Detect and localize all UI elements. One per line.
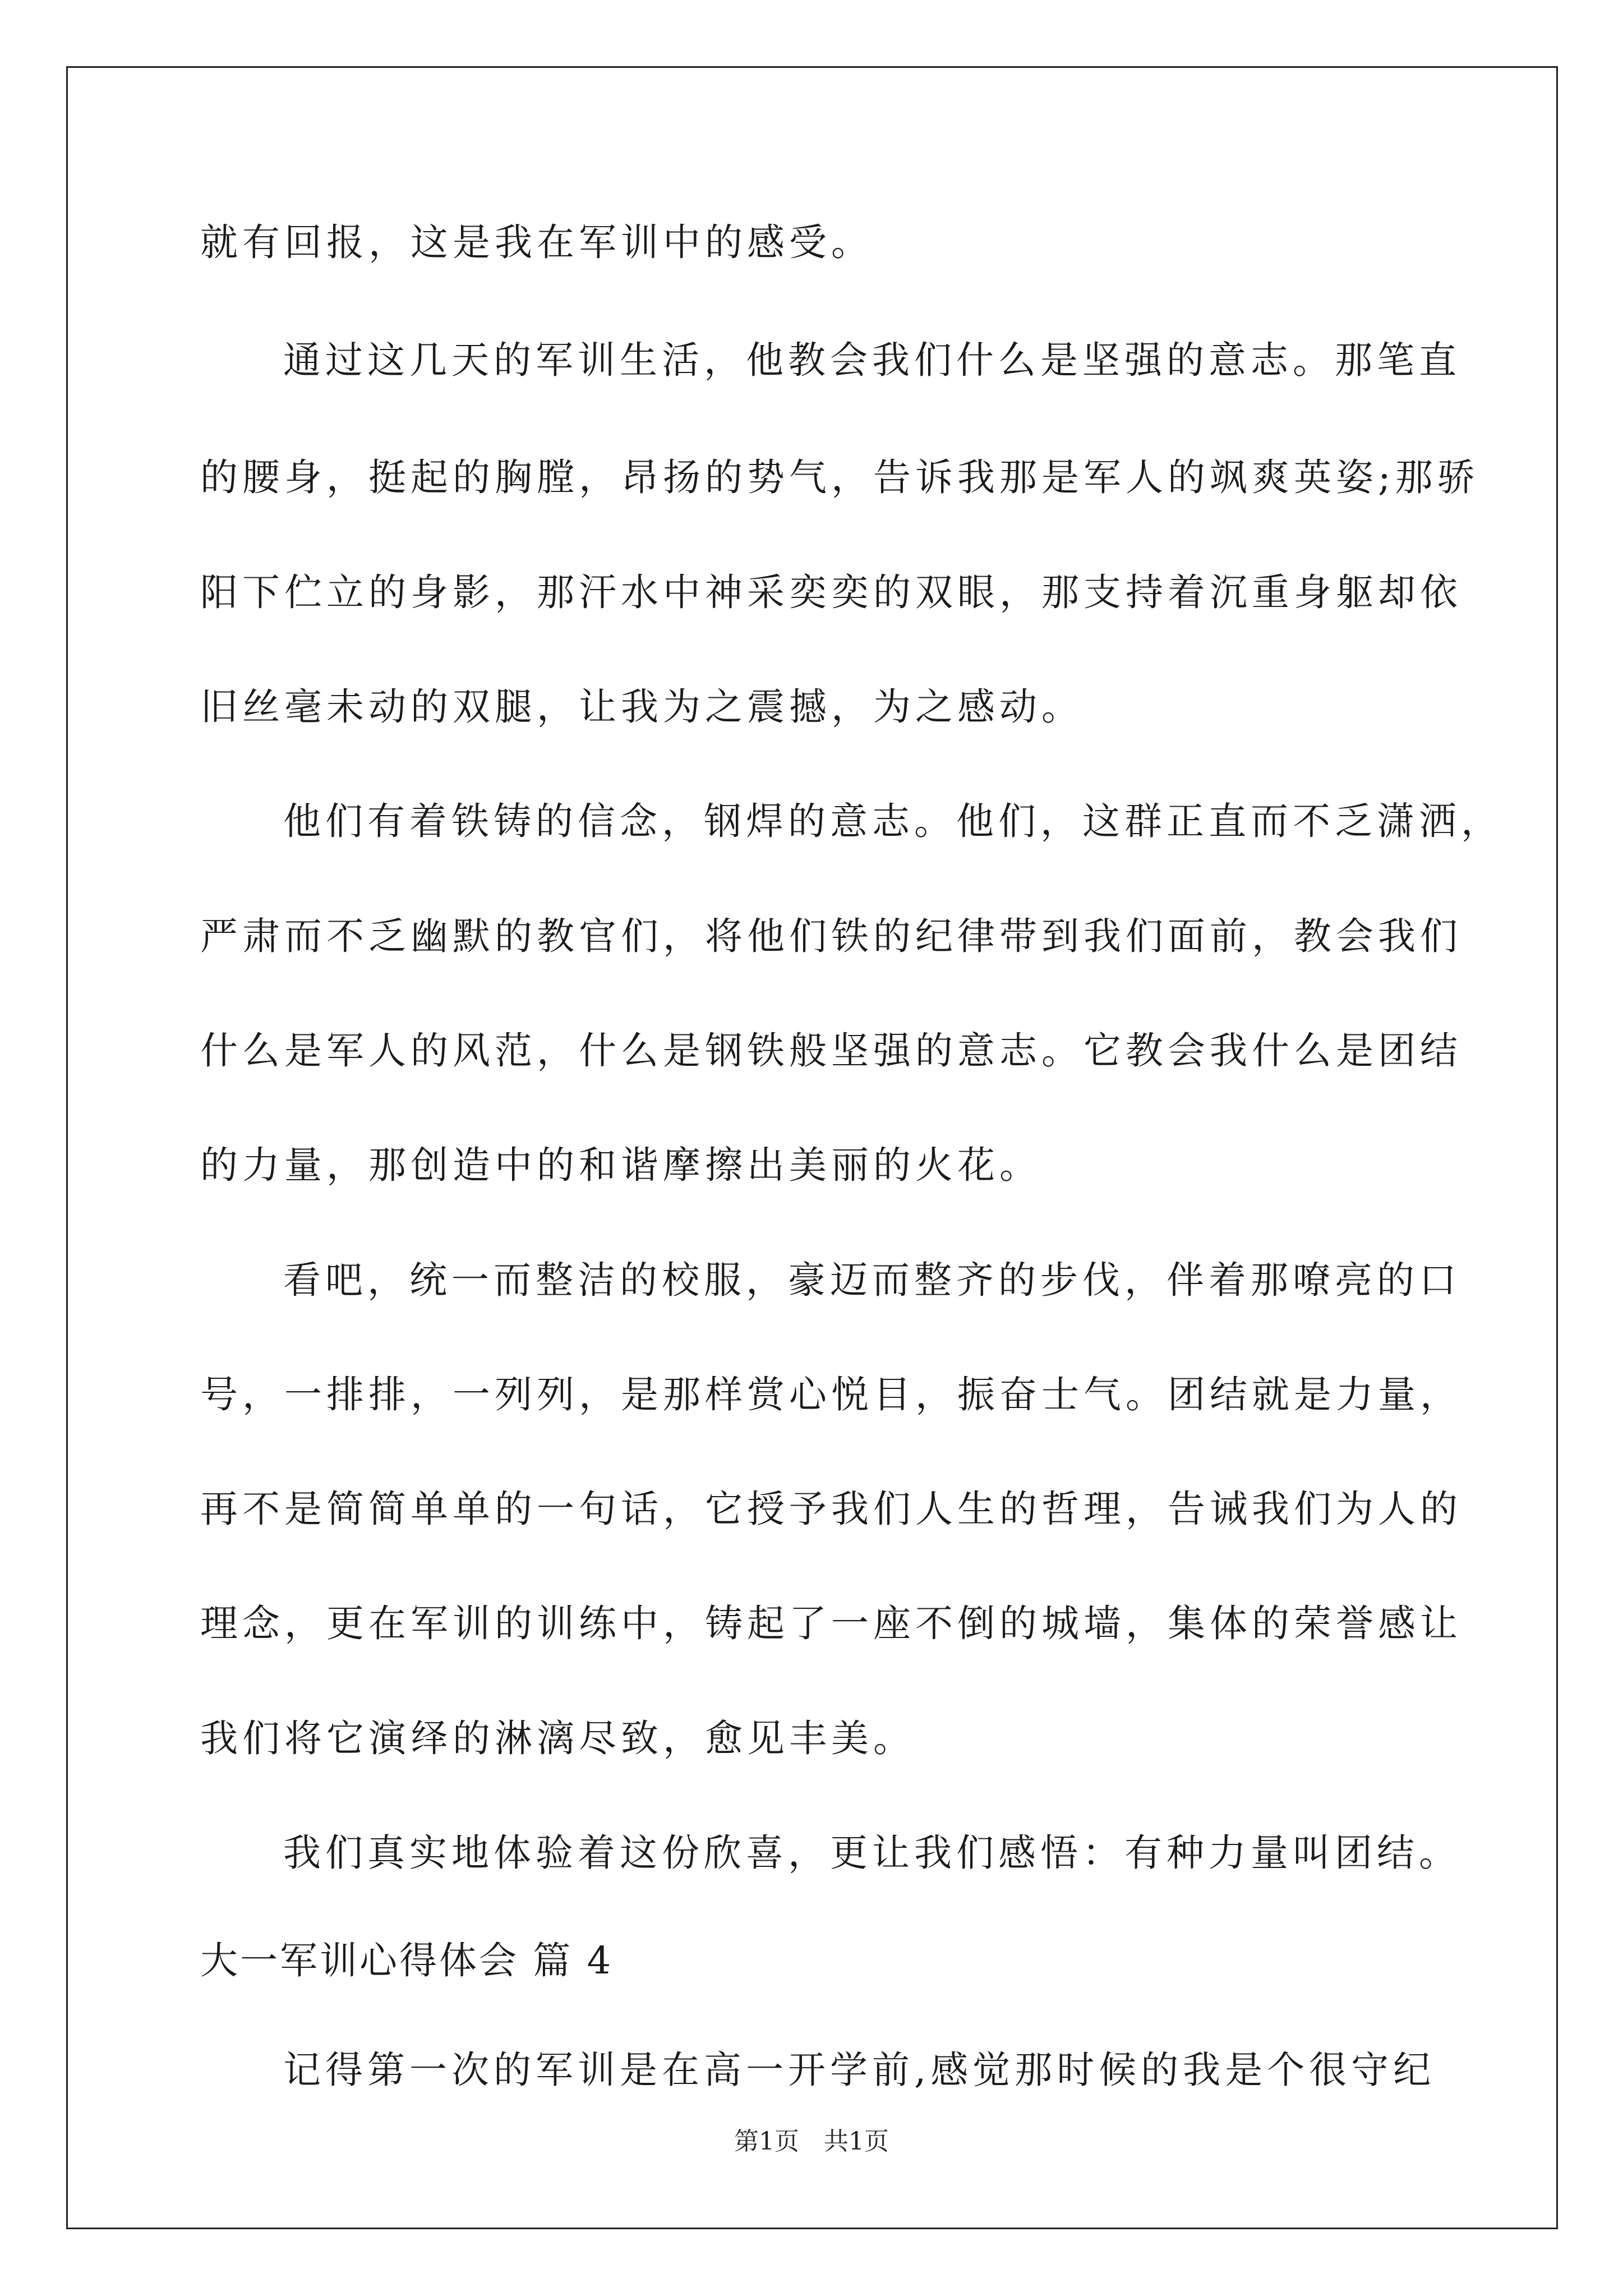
- text-line: 我们将它演绎的淋漓尽致，愈见丰美。: [200, 1717, 915, 1760]
- text-line: 的力量，那创造中的和谐摩擦出美丽的火花。: [200, 1143, 1041, 1187]
- text-line: 阳下伫立的身影，那汗水中神采奕奕的双眼，那支持着沉重身躯却依: [200, 570, 1462, 614]
- text-line: 的腰身，挺起的胸膛，昂扬的势气，告诉我那是军人的飒爽英姿;那骄: [200, 455, 1479, 499]
- text-line: 什么是军人的风范，什么是钢铁般坚强的意志。它教会我什么是团结: [200, 1029, 1462, 1073]
- paragraph-first-line: 他们有着铁铸的信念，钢焊的意志。他们，这群正直而不乏潇洒，: [283, 799, 1503, 843]
- paragraph-first-line: 记得第一次的军训是在高一开学前,感觉那时候的我是个很守纪: [283, 2048, 1436, 2092]
- paragraph-first-line: 看吧，统一而整洁的校服，豪迈而整齐的步伐，伴着那嘹亮的口: [283, 1258, 1461, 1302]
- text-line: 号，一排排，一列列，是那样赏心悦目，振奋士气。团结就是力量，: [200, 1373, 1462, 1416]
- text-line: 严肃而不乏幽默的教官们，将他们铁的纪律带到我们面前，教会我们: [200, 914, 1462, 958]
- text-line: 旧丝毫未动的双腿，让我为之震撼，为之感动。: [200, 685, 1083, 729]
- text-line: 理念，更在军训的训练中，铸起了一座不倒的城墙，集体的荣誉感让: [200, 1602, 1462, 1645]
- text-line: 再不是简简单单的一句话，它授予我们人生的哲理，告诫我们为人的: [200, 1487, 1462, 1531]
- page-footer: 第1页 共1页: [734, 2127, 889, 2156]
- text-line: 就有回报，这是我在军训中的感受。: [200, 220, 873, 264]
- section-heading: 大一军训心得体会 篇 4: [200, 1939, 614, 1982]
- paragraph-first-line: 我们真实地体验着这份欣喜，更让我们感悟：有种力量叫团结。: [283, 1831, 1461, 1875]
- paragraph-first-line: 通过这几天的军训生活，他教会我们什么是坚强的意志。那笔直: [283, 338, 1461, 382]
